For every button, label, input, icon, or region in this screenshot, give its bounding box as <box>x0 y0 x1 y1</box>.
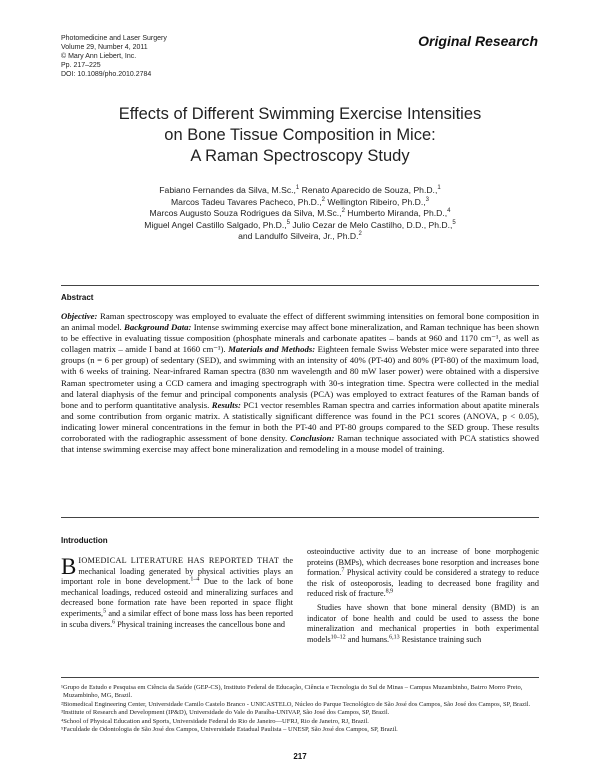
intro-right-column <box>307 547 539 645</box>
abstract-objective-label: Objective: <box>61 311 98 321</box>
abstract-heading: Abstract <box>61 293 94 302</box>
journal-pages: Pp. 217–225 <box>61 62 101 69</box>
abstract-background-label: Background Data: <box>123 322 192 333</box>
footnote-rule <box>61 677 539 678</box>
footnote-3: ³Institute of Research and Development (IP&D), Universidade do Vale do Paraíba-UNIVAP, São José dos Campos, SP, Brazil. <box>61 709 390 717</box>
title-line-2: on Bone Tissue Composition in Mice: <box>164 126 436 144</box>
section-label: Original Research <box>418 33 538 49</box>
footnote-5: ⁵Faculdade de Odontologia de São José dos Campos, Universidade Estadual Paulista – UNESP, São José dos Campos, SP, Brazil. <box>61 726 398 734</box>
abstract-bottom-rule <box>61 517 539 518</box>
journal-metadata <box>61 34 167 79</box>
author-line-4: Miguel Angel Castillo Salgado, Ph.D.,$^5$ Julio Cezar de Melo Castilho, D.D., Ph.D.,$^5$ <box>144 219 456 230</box>
intro-left-column: BIOMEDICAL LITERATURE HAS REPORTED THAT the mechanical loading generated by physical activities plays an important role in bone development.$^{1-4}$ Due to the lack of bone mechanical loadings, reduced osteoid and mineralizing surfaces and decreased bone formation rate have been reported in space flight experiments,$^5$ and a similar effect of bone mass loss has been reported in scuba divers.$^6$ Physical training increases the cancellous bone and <box>61 554 293 629</box>
author-line-3: Marcos Augusto Souza Rodrigues da Silva, M.Sc.,$^2$ Humberto Miranda, Ph.D.,$^4$ <box>149 208 451 219</box>
article-title <box>60 104 540 167</box>
page-number: 217 <box>293 752 307 761</box>
intro-right-paragraph-2: Studies have shown that bone mineral density (BMD) is an indicator of bone health and could be used to assess the bone mineralization and mechanical properties in both experimental models$^{10-12}$ and humans.$^{6,13}$ Resistance training such <box>307 602 539 644</box>
drop-cap: B <box>61 554 77 579</box>
author-line-1: Fabiano Fernandes da Silva, M.Sc.,$^1$ Renato Aparecido de Souza, Ph.D.,$^1$ <box>159 185 441 195</box>
journal-copyright: © Mary Ann Liebert, Inc. <box>61 53 137 60</box>
author-line-2: Marcos Tadeu Tavares Pacheco, Ph.D.,$^2$ Wellington Ribeiro, Ph.D.,$^3$ <box>171 196 429 207</box>
abstract-methods-label: Materials and Methods: <box>228 344 316 355</box>
journal-doi: DOI: 10.1089/pho.2010.2784 <box>61 71 152 78</box>
footnote-4: ⁴School of Physical Education and Sports, Universidade Federal do Rio de Janeiro—UFRJ, Rio de Janeiro, RJ, Brazil. <box>61 717 369 725</box>
abstract-background-text: Intense swimming exercise may affect bone mineralization, and Raman technique has been shown to be effective in evaluating tissue composition (phosphate minerals and carbonate apatites – bands at 960 and 1170 cm⁻¹, as well as collagen matrix – amide I band at 1660 cm⁻¹). <box>61 322 539 355</box>
affiliation-footnotes <box>61 684 539 734</box>
abstract-results-text: PC1 vector resembles Raman spectra and carries information about apatite minerals and some contribution from organic matrix. A statistically significant difference was found in the PC1 scores (ANOVA, p < 0.05), indicating lower mineral concentrations in the femur in both the PT-40 and PT-80 groups compared to the SED group. These results corroborated with the radiographic assessment of bone density. <box>61 399 539 444</box>
title-line-1: Effects of Different Swimming Exercise Intensities <box>118 105 482 123</box>
journal-name: Photomedicine and Laser Surgery <box>61 35 167 42</box>
abstract-results-label: Results: <box>211 399 241 410</box>
abstract-conclusion-text: Raman technique associated with PCA statistics showed that intense swimming exercise may affect bone mineralization and remodeling in a mouse model of training. <box>61 433 539 455</box>
author-line-5: and Landulfo Silveira, Jr., Ph.D.$^2$ <box>238 231 362 242</box>
abstract-methods-text: Eighteen female Swiss Webster mice were separated into three groups (n = 6 per group) of sedentary (SED), and swimming with an intensity of 40% (PT-40) and 80% (PT-80) of the maximum load, with 6 weeks of training. Near-infrared Raman spectra (830 nm wavelength and 80 mW laser power) were obtained with a dispersive Raman spectrometer using a CCD camera and imaging spectrograph with 30-s integration time. Spectra were collected in the medial and lateral diaphysis of the femur and principal components analysis (PCA) was employed to extract features of the Raman bands of bone and to perform quantitative analysis. <box>61 344 539 410</box>
journal-volume: Volume 29, Number 4, 2011 <box>61 44 148 51</box>
intro-lead: IOMEDICAL LITERATURE HAS REPORTED THAT <box>78 556 280 565</box>
intro-right-paragraph-1: osteoinductive activity due to an increase of bone morphogenic proteins (BMPs), which decreases bone resorption and increases bone formation.$^7$ Physical activity could be considered a strategy to reduce the risk of osteoporosis, leading to decreased bone fragility and reduced risk of fracture.$^{8,9}$ <box>307 547 539 599</box>
abstract-conclusion-label: Conclusion: <box>290 433 335 444</box>
author-list <box>60 185 540 243</box>
introduction-heading: Introduction <box>61 536 108 545</box>
footnote-1: ¹Grupo de Estudo e Pesquisa em Ciência da Saúde (GEP-CS), Instituto Federal de Educação, Ciência e Tecnologia do Sul de Minas – Campus Muzambinho, Bairro Morro Preto, Muzambinho, MG, Brazil. <box>61 684 523 700</box>
abstract-objective-text: Raman spectroscopy was employed to evaluate the effect of different swimming intensities on femoral bone composition in an animal model. <box>61 311 539 333</box>
title-line-3: A Raman Spectroscopy Study <box>190 147 410 165</box>
footnote-2: ²Biomedical Engineering Center, Universidade Camilo Castelo Branco - UNICASTELO, Núcleo do Parque Tecnológico de São José dos Campos, São José dos Campos, SP, Brazil. <box>61 700 531 708</box>
abstract-top-rule <box>61 285 539 286</box>
abstract-body <box>61 311 539 455</box>
